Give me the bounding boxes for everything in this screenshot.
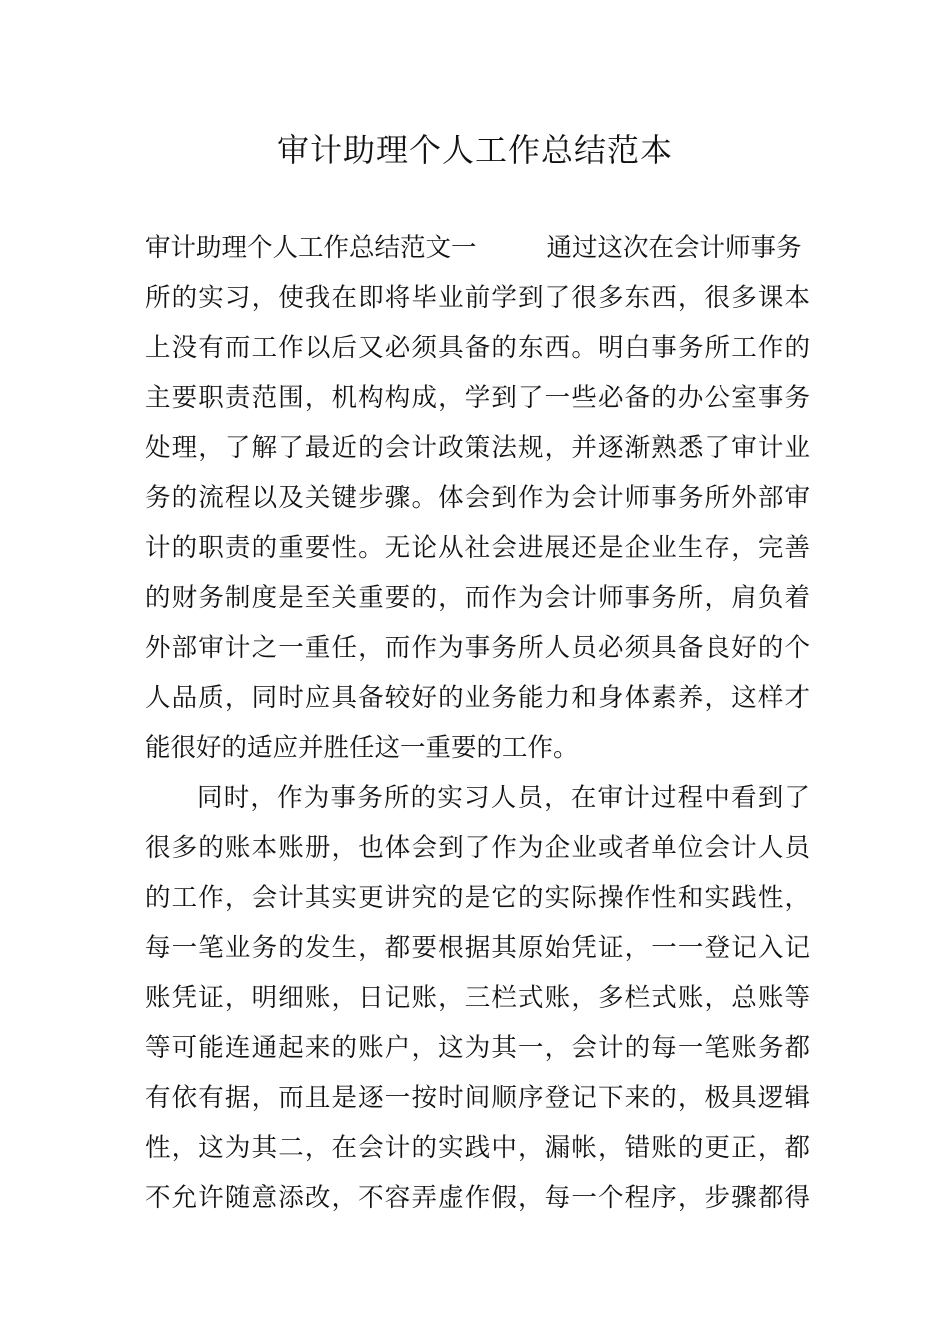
body-line: 性，这为其二，在会计的实践中，漏帐，错账的更正，都 (145, 1133, 810, 1163)
body-line (145, 228, 810, 268)
body-line: 有依有据，而且是逐一按时间顺序登记下来的，极具逻辑 (145, 1083, 810, 1113)
body-line: 的工作，会计其实更讲究的是它的实际操作性和实践性， (145, 883, 810, 913)
body-line: 务的流程以及关键步骤。体会到作为会计师事务所外部审 (145, 483, 810, 513)
body-line: 上没有而工作以后又必须具备的东西。明白事务所工作的 (145, 333, 810, 363)
body-line: 人品质，同时应具备较好的业务能力和身体素养，这样才 (145, 683, 810, 713)
body-line: 处理，了解了最近的会计政策法规，并逐渐熟悉了审计业 (145, 433, 810, 463)
body-line: 计的职责的重要性。无论从社会进展还是企业生存，完善 (145, 533, 810, 563)
body-line: 每一笔业务的发生，都要根据其原始凭证，一一登记入记 (145, 933, 810, 963)
body-line: 很多的账本账册，也体会到了作为企业或者单位会计人员 (145, 833, 810, 863)
line-text: 通过这次在会计师事务 (546, 233, 802, 263)
body-line: 外部审计之一重任，而作为事务所人员必须具备良好的个 (145, 633, 810, 663)
body-line: 主要职责范围，机构构成，学到了一些必备的办公室事务 (145, 383, 810, 413)
body-line: 等可能连通起来的账户，这为其一，会计的每一笔账务都 (145, 1033, 810, 1063)
section-heading: 审计助理个人工作总结范文一 (145, 233, 477, 263)
document-title: 审计助理个人工作总结范本 (276, 131, 673, 169)
body-line: 能很好的适应并胜任这一重要的工作。 (145, 733, 579, 763)
body-line: 账凭证，明细账，日记账，三栏式账，多栏式账，总账等 (145, 983, 810, 1013)
paragraph-first-line: 同时，作为事务所的实习人员，在审计过程中看到了 (197, 783, 810, 813)
body-line: 所的实习，使我在即将毕业前学到了很多东西，很多课本 (145, 283, 810, 313)
body-line: 的财务制度是至关重要的，而作为会计师事务所，肩负着 (145, 583, 810, 613)
body-line: 不允许随意添改，不容弄虚作假，每一个程序，步骤都得 (145, 1183, 810, 1213)
